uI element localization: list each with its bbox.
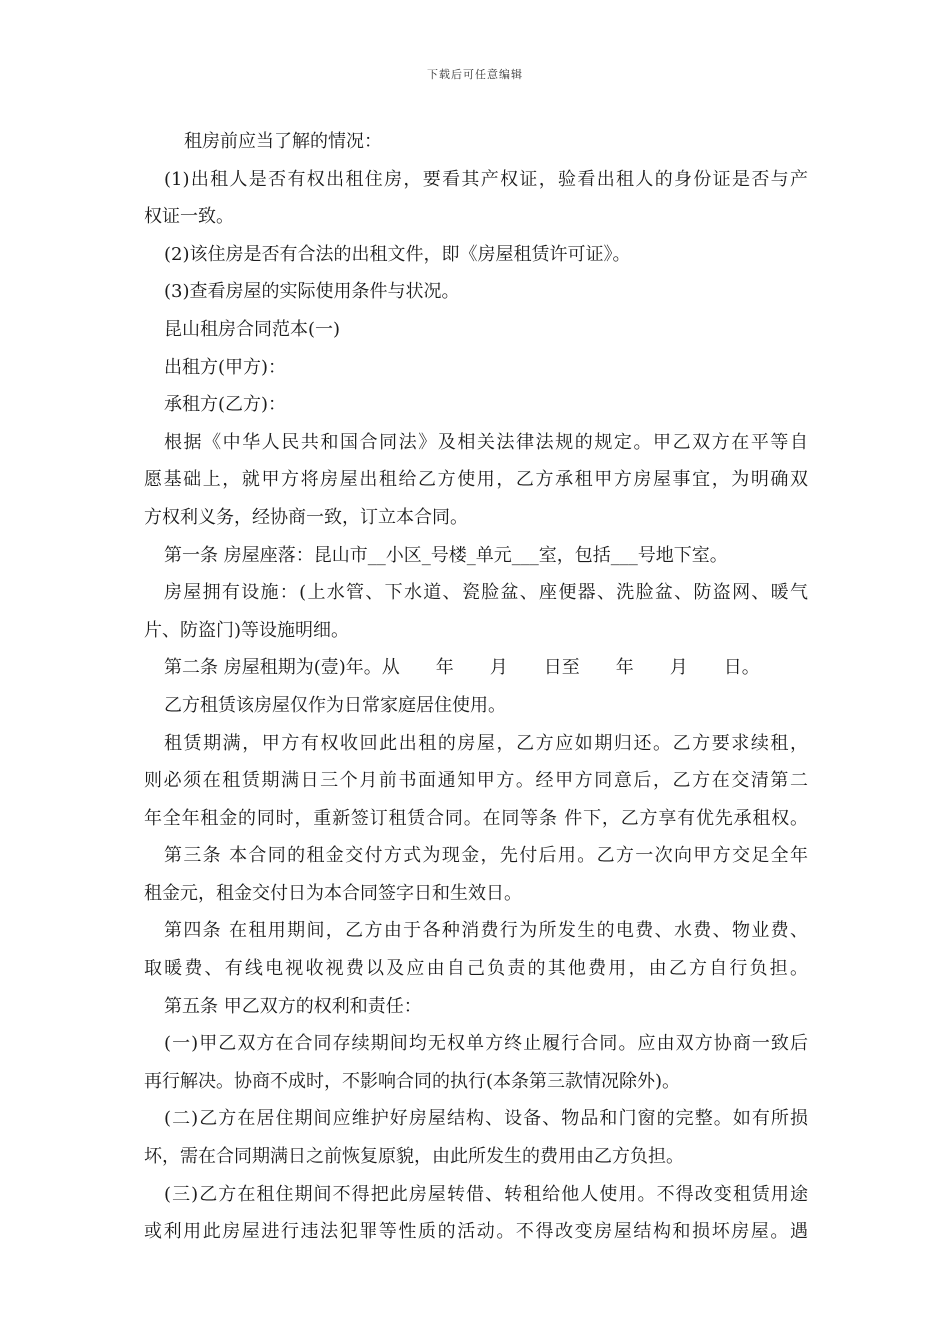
text-line: 租赁期满，甲方有权收回此出租的房屋，乙方应如期归还。乙方要求续租， [164,732,808,754]
text-line: 根据《中华人民共和国合同法》及相关法律法规的规定。甲乙双方在平等自 [164,431,808,453]
text-line: 第四条 在租用期间，乙方由于各种消费行为所发生的电费、水费、物业费、 [164,920,808,942]
text-line: 第二条 房屋租期为(壹)年。从 年 月 日至 年 月 日。 [164,657,760,679]
text-line: 取暖费、有线电视收视费以及应由自己负责的其他费用，由乙方自行负担。 [144,958,808,980]
text-line: 片、防盗门)等设施明细。 [144,619,350,641]
text-line: 第三条 本合同的租金交付方式为现金，先付后用。乙方一次向甲方交足全年 [164,845,808,867]
text-line: (1)出租人是否有权出租住房，要看其产权证，验看出租人的身份证是否与产 [164,168,808,190]
text-line: 则必须在租赁期满日三个月前书面通知甲方。经甲方同意后，乙方在交清第二 [144,770,808,792]
text-line: 乙方租赁该房屋仅作为日常家庭居住使用。 [164,694,506,716]
text-line: 租金元，租金交付日为本合同签字日和生效日。 [144,882,522,904]
text-line: 第一条 房屋座落：昆山市__小区_号楼_单元___室，包括___号地下室。 [164,544,728,566]
text-line: 出租方(甲方)： [164,356,287,378]
header-note: 下载后可任意编辑 [427,68,523,81]
text-line: 再行解决。协商不成时，不影响合同的执行(本条第三款情况除外)。 [144,1070,681,1092]
text-line: 年全年租金的同时，重新签订租赁合同。在同等条 件下，乙方享有优先承租权。 [144,807,808,829]
document-body [144,123,808,1251]
text-line: 第五条 甲乙双方的权利和责任： [164,995,422,1017]
text-line: 权证一致。 [144,206,234,228]
text-line: 方权利义务，经协商一致，订立本合同。 [144,506,468,528]
text-line: (二)乙方在居住期间应维护好房屋结构、设备、物品和门窗的完整。如有所损 [164,1108,808,1130]
text-line: 昆山租房合同范本(一) [164,318,341,340]
text-line: 租房前应当了解的情况： [184,131,382,152]
text-line: 承租方(乙方)： [164,394,287,416]
text-line: (三)乙方在租住期间不得把此房屋转借、转租给他人使用。不得改变租赁用途 [164,1183,808,1205]
text-line: 或利用此房屋进行违法犯罪等性质的活动。不得改变房屋结构和损坏房屋。遇 [144,1221,808,1243]
text-line: 愿基础上，就甲方将房屋出租给乙方使用，乙方承租甲方房屋事宜，为明确双 [144,469,808,491]
text-line: (3)查看房屋的实际使用条件与状况。 [164,281,460,303]
text-line: (2)该住房是否有合法的出租文件，即《房屋租赁许可证》。 [164,243,631,265]
text-line: 坏，需在合同期满日之前恢复原貌，由此所发生的费用由乙方负担。 [144,1146,684,1168]
text-line: (一)甲乙双方在合同存续期间均无权单方终止履行合同。应由双方协商一致后 [164,1033,808,1055]
text-line: 房屋拥有设施：(上水管、下水道、瓷脸盆、座便器、洗脸盆、防盗网、暖气 [164,582,808,604]
